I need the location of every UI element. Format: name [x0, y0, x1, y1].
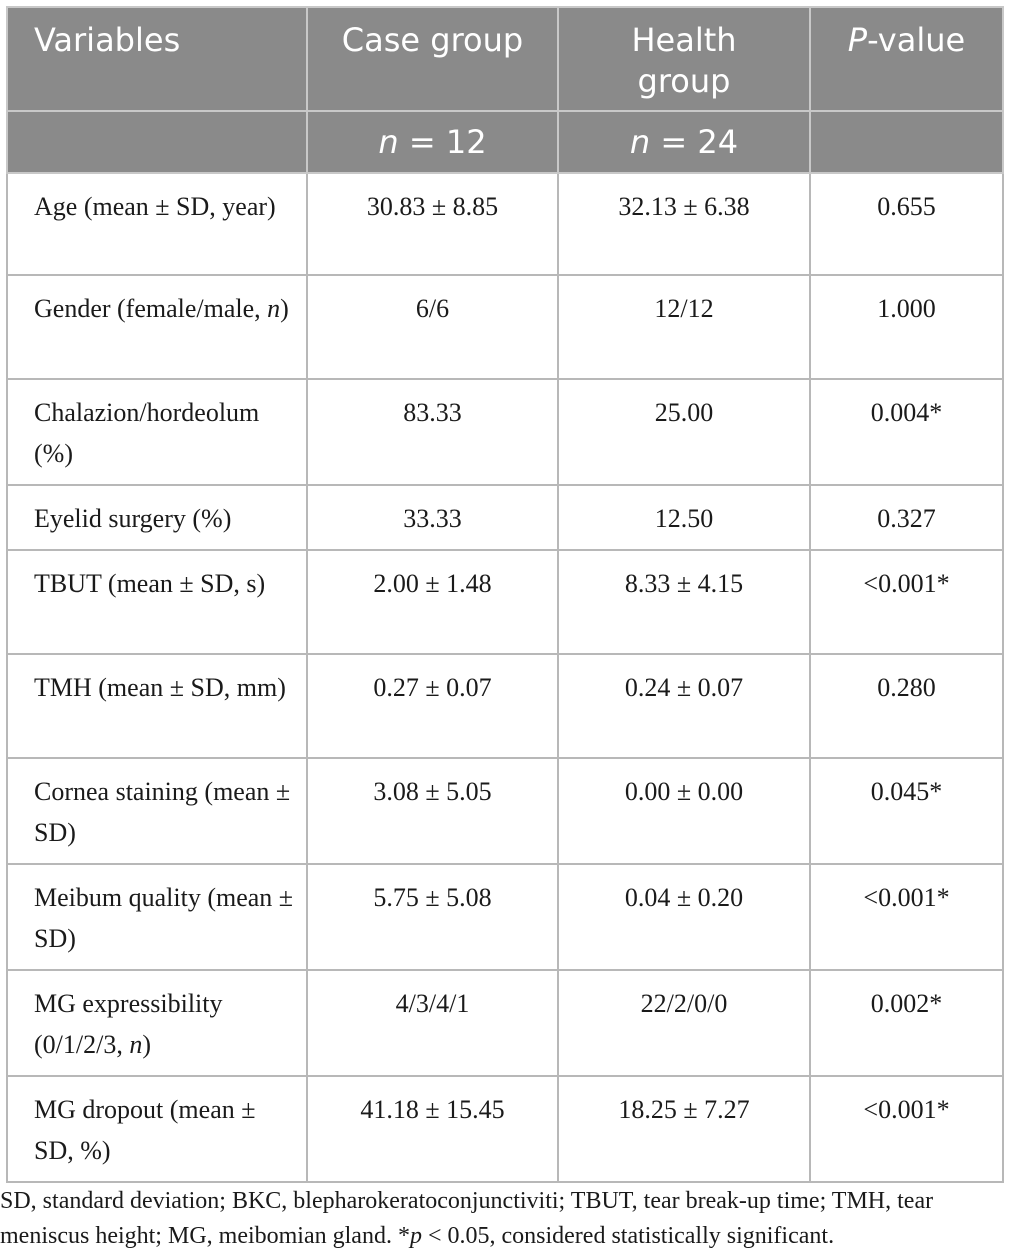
- row-health: 0.00 ± 0.00: [558, 758, 810, 864]
- row-health: 25.00: [558, 379, 810, 485]
- footnote-tail: < 0.05, considered statistically significant.: [421, 1223, 835, 1249]
- row-case: 6/6: [307, 275, 558, 379]
- row-p: 1.000: [810, 275, 1003, 379]
- row-p: 0.327: [810, 485, 1003, 550]
- row-case: 83.33: [307, 379, 558, 485]
- subheader-health-n: [558, 111, 810, 173]
- row-p: <0.001*: [810, 550, 1003, 654]
- row-variable-text: MG expressibility (0/1/2/3,: [34, 989, 223, 1059]
- row-variable-italic: n: [267, 294, 281, 323]
- header-row: [7, 7, 1003, 111]
- header-p-italic: P: [847, 21, 868, 59]
- subheader-health-n-italic: n: [629, 123, 651, 161]
- header-variables: Variables: [7, 7, 307, 111]
- subheader-health-n-value: = 24: [650, 123, 739, 161]
- row-p: 0.655: [810, 173, 1003, 275]
- row-case: 41.18 ± 15.45: [307, 1076, 558, 1182]
- row-p: 0.002*: [810, 970, 1003, 1076]
- table-row: [7, 379, 1003, 485]
- row-case: 5.75 ± 5.08: [307, 864, 558, 970]
- subheader-case-n-value: = 12: [398, 123, 487, 161]
- subheader-empty-1: [7, 111, 307, 173]
- row-case: 0.27 ± 0.07: [307, 654, 558, 758]
- row-variable: Chalazion/hordeolum (%): [7, 379, 307, 485]
- table-row: [7, 654, 1003, 758]
- row-health: 8.33 ± 4.15: [558, 550, 810, 654]
- subheader-case-n-italic: n: [378, 123, 399, 161]
- header-health-group: [558, 7, 810, 111]
- row-case: 4/3/4/1: [307, 970, 558, 1076]
- table-row: [7, 758, 1003, 864]
- row-variable: [7, 970, 307, 1076]
- subheader-case-n: [307, 111, 558, 173]
- row-variable: Eyelid surgery (%): [7, 485, 307, 550]
- row-variable-italic: n: [129, 1030, 143, 1059]
- header-health-group-text: Health group: [631, 21, 737, 100]
- row-variable: TBUT (mean ± SD, s): [7, 550, 307, 654]
- row-case: 30.83 ± 8.85: [307, 173, 558, 275]
- table-row: [7, 1076, 1003, 1182]
- table-row: [7, 550, 1003, 654]
- table-row: [7, 173, 1003, 275]
- row-p: <0.001*: [810, 1076, 1003, 1182]
- footnote-p-italic: p: [409, 1223, 422, 1249]
- row-p: 0.004*: [810, 379, 1003, 485]
- row-case: 33.33: [307, 485, 558, 550]
- row-variable: [7, 275, 307, 379]
- row-variable-tail: ): [142, 1030, 152, 1059]
- table-row: [7, 864, 1003, 970]
- row-variable-tail: ): [280, 294, 289, 323]
- row-health: 0.24 ± 0.07: [558, 654, 810, 758]
- data-table: [6, 6, 1004, 1183]
- row-health: 12.50: [558, 485, 810, 550]
- table-footnote: [0, 1184, 1010, 1254]
- row-variable: Age (mean ± SD, year): [7, 173, 307, 275]
- header-p-rest: -value: [867, 21, 966, 59]
- row-variable: Meibum quality (mean ± SD): [7, 864, 307, 970]
- table-row: [7, 485, 1003, 550]
- subheader-row: [7, 111, 1003, 173]
- header-case-group: Case group: [307, 7, 558, 111]
- row-p: 0.280: [810, 654, 1003, 758]
- row-p: 0.045*: [810, 758, 1003, 864]
- row-case: 2.00 ± 1.48: [307, 550, 558, 654]
- row-health: 22/2/0/0: [558, 970, 810, 1076]
- row-health: 0.04 ± 0.20: [558, 864, 810, 970]
- header-p-value: [810, 7, 1003, 111]
- row-p: <0.001*: [810, 864, 1003, 970]
- row-variable-text: Gender (female/male,: [34, 294, 268, 323]
- subheader-empty-2: [810, 111, 1003, 173]
- row-variable: MG dropout (mean ± SD, %): [7, 1076, 307, 1182]
- row-health: 18.25 ± 7.27: [558, 1076, 810, 1182]
- footnote-text: SD, standard deviation; BKC, blepharokeratoconjunctiviti; TBUT, tear break-up time; TMH, tear meniscus height; MG, meibomian gland. *: [0, 1188, 934, 1249]
- row-health: 12/12: [558, 275, 810, 379]
- row-variable: TMH (mean ± SD, mm): [7, 654, 307, 758]
- row-health: 32.13 ± 6.38: [558, 173, 810, 275]
- row-case: 3.08 ± 5.05: [307, 758, 558, 864]
- row-variable: Cornea staining (mean ± SD): [7, 758, 307, 864]
- table-row: [7, 275, 1003, 379]
- table-row: [7, 970, 1003, 1076]
